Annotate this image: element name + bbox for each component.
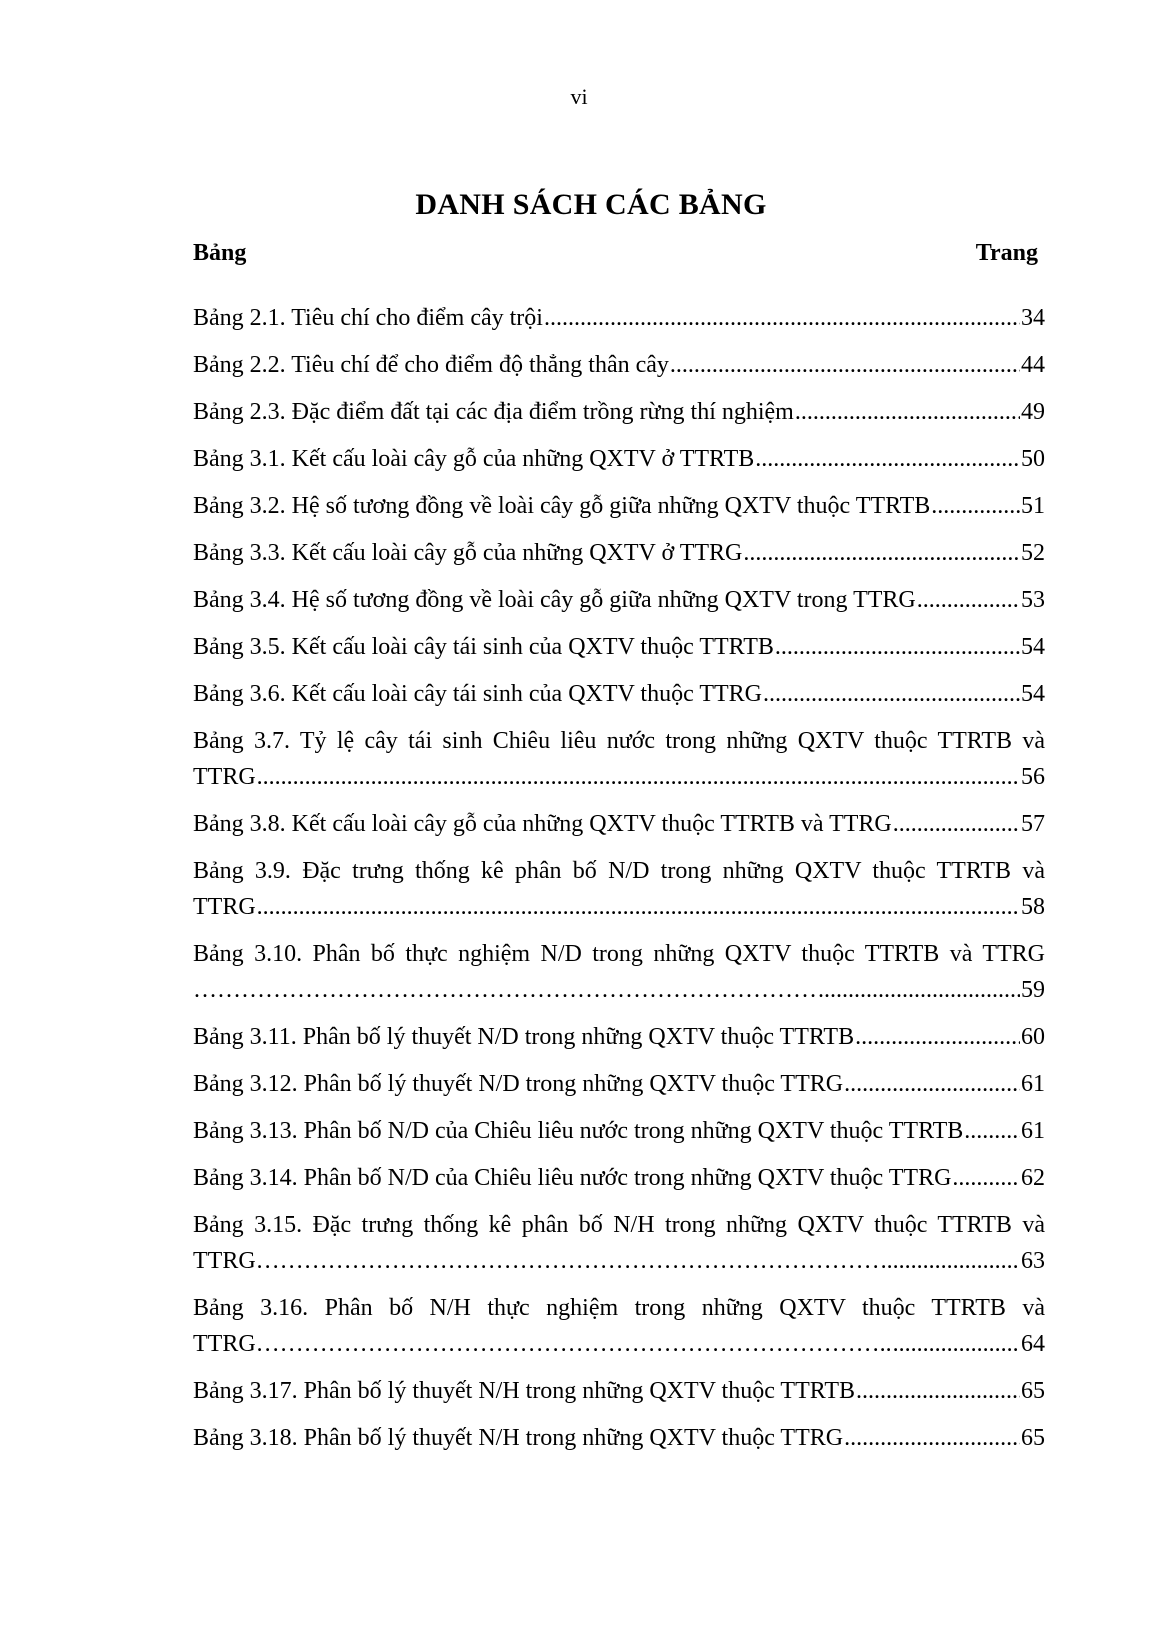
toc-entry-line [193, 1066, 1045, 1102]
toc-entry-title: Bảng 3.14. Phân bố N/D của Chiêu liêu nước trong những QXTV thuộc TTRG [193, 1165, 952, 1191]
toc-entry-title: Bảng 3.17. Phân bố lý thuyết N/H trong những QXTV thuộc TTRTB [193, 1378, 855, 1404]
dot-leader [881, 1243, 1020, 1279]
toc-entry-title-continuation: TTRG [193, 894, 256, 920]
toc-entry-line [193, 535, 1045, 571]
toc-entry[interactable] [193, 1420, 1045, 1456]
toc-entry-line [193, 629, 1045, 665]
toc-entry-line [193, 300, 1045, 336]
toc-entry[interactable] [193, 1207, 1045, 1279]
dot-leader [544, 300, 1020, 336]
dot-leader [964, 1113, 1020, 1149]
toc-entry-title: Bảng 3.6. Kết cấu loài cây tái sinh của QXTV thuộc TTRG [193, 681, 762, 707]
dot-leader [844, 1066, 1020, 1102]
dot-leader [257, 889, 1020, 925]
toc-entry-line [193, 394, 1045, 430]
dot-leader [795, 394, 1020, 430]
toc-entry-line [193, 972, 1045, 1008]
toc-entry-line [193, 488, 1045, 524]
toc-entry-title: Bảng 3.4. Hệ số tương đồng về loài cây gỗ giữa những QXTV trong TTRG [193, 587, 916, 613]
toc-entry-title: Bảng 3.12. Phân bố lý thuyết N/D trong những QXTV thuộc TTRG [193, 1071, 844, 1097]
dot-leader [844, 1420, 1020, 1456]
toc-entry-line [193, 676, 1045, 712]
toc-entry-line [193, 759, 1045, 795]
toc-entry[interactable] [193, 806, 1045, 842]
toc-entry-page: 34 [1021, 305, 1045, 331]
toc-entry-title-line: Bảng 3.10. Phân bố thực nghiệm N/D trong những QXTV thuộc TTRTB và TTRG [193, 941, 1045, 967]
toc-entry-line [193, 1160, 1045, 1196]
dot-leader [743, 535, 1020, 571]
toc-entry[interactable] [193, 300, 1045, 336]
toc-entry-page: 44 [1021, 352, 1045, 378]
toc-entry-page: 53 [1021, 587, 1045, 613]
toc-entry-page: 51 [1021, 493, 1045, 519]
toc-entry-page: 65 [1021, 1378, 1045, 1404]
column-header-table: Bảng [193, 240, 247, 266]
toc-entry-title: Bảng 3.3. Kết cấu loài cây gỗ của những QXTV ở TTRG [193, 540, 743, 566]
toc-entry-title: Bảng 3.5. Kết cấu loài cây tái sinh của QXTV thuộc TTRTB [193, 634, 774, 660]
table-of-contents [193, 300, 1045, 1467]
toc-entry-line [193, 806, 1045, 842]
toc-entry-page: 57 [1021, 811, 1045, 837]
toc-entry[interactable] [193, 347, 1045, 383]
toc-entry[interactable] [193, 1113, 1045, 1149]
toc-entry-page: 59 [1021, 977, 1045, 1003]
toc-entry-title: Bảng 3.8. Kết cấu loài cây gỗ của những QXTV thuộc TTRTB và TTRG [193, 811, 892, 837]
toc-entry-page: 65 [1021, 1425, 1045, 1451]
toc-entry[interactable] [193, 629, 1045, 665]
toc-entry-title-line: Bảng 3.7. Tỷ lệ cây tái sinh Chiêu liêu nước trong những QXTV thuộc TTRTB và [193, 728, 1045, 754]
dot-leader [856, 1373, 1020, 1409]
toc-entry[interactable] [193, 723, 1045, 795]
toc-entry-title-line: Bảng 3.9. Đặc trưng thống kê phân bố N/D trong những QXTV thuộc TTRTB và [193, 858, 1045, 884]
toc-entry-page: 63 [1021, 1248, 1045, 1274]
dot-leader [670, 347, 1020, 383]
dot-leader [775, 629, 1020, 665]
toc-entry-title: Bảng 3.11. Phân bố lý thuyết N/D trong những QXTV thuộc TTRTB [193, 1024, 855, 1050]
toc-entry-title: Bảng 2.2. Tiêu chí để cho điểm độ thẳng thân cây [193, 352, 669, 378]
toc-entry-title: Bảng 2.3. Đặc điểm đất tại các địa điểm trồng rừng thí nghiệm [193, 399, 794, 425]
toc-entry-title: Bảng 3.1. Kết cấu loài cây gỗ của những QXTV ở TTRTB [193, 446, 755, 472]
toc-entry-title: Bảng 3.13. Phân bố N/D của Chiêu liêu nước trong những QXTV thuộc TTRTB [193, 1118, 964, 1144]
dot-leader [893, 1326, 1020, 1362]
toc-entry-title-line: Bảng 3.16. Phân bố N/H thực nghiệm trong những QXTV thuộc TTRTB và [193, 1295, 1045, 1321]
toc-entry-page: 54 [1021, 634, 1045, 660]
toc-entry-line [193, 1373, 1045, 1409]
toc-entry-title-continuation: …………………………………………………………………… [193, 977, 817, 1003]
page-number: vi [570, 84, 588, 109]
toc-entry-title-continuation: TTRG…………………………………………………………………… [193, 1248, 880, 1274]
dot-leader [931, 488, 1020, 524]
toc-entry[interactable] [193, 441, 1045, 477]
toc-entry-title: Bảng 2.1. Tiêu chí cho điểm cây trội [193, 305, 543, 331]
toc-entry-line [193, 1113, 1045, 1149]
toc-entry[interactable] [193, 582, 1045, 618]
toc-entry-page: 64 [1021, 1331, 1045, 1357]
toc-entry-title-continuation: TTRG…………………………………………………………………….. [193, 1331, 892, 1357]
toc-entry-page: 56 [1021, 764, 1045, 790]
page-title: DANH SÁCH CÁC BẢNG [415, 188, 767, 221]
toc-entry[interactable] [193, 535, 1045, 571]
toc-entry[interactable] [193, 1019, 1045, 1055]
toc-entry[interactable] [193, 394, 1045, 430]
toc-entry-page: 50 [1021, 446, 1045, 472]
toc-entry-line [193, 441, 1045, 477]
toc-entry-title-line: Bảng 3.15. Đặc trưng thống kê phân bố N/H trong những QXTV thuộc TTRTB và [193, 1212, 1045, 1238]
dot-leader [952, 1160, 1020, 1196]
toc-entry-line [193, 1019, 1045, 1055]
toc-entry-line [193, 889, 1045, 925]
toc-entry[interactable] [193, 853, 1045, 925]
toc-entry-page: 61 [1021, 1118, 1045, 1144]
toc-entry[interactable] [193, 1066, 1045, 1102]
toc-entry-page: 54 [1021, 681, 1045, 707]
dot-leader [755, 441, 1020, 477]
toc-entry-line [193, 1420, 1045, 1456]
dot-leader [855, 1019, 1020, 1055]
toc-entry-page: 62 [1021, 1165, 1045, 1191]
toc-entry-line [193, 347, 1045, 383]
toc-entry-page: 60 [1021, 1024, 1045, 1050]
toc-entry[interactable] [193, 488, 1045, 524]
toc-entry-page: 52 [1021, 540, 1045, 566]
dot-leader [763, 676, 1020, 712]
dot-leader [818, 972, 1020, 1008]
toc-entry-line [193, 582, 1045, 618]
toc-entry-title: Bảng 3.2. Hệ số tương đồng về loài cây gỗ giữa những QXTV thuộc TTRTB [193, 493, 931, 519]
toc-entry-line [193, 1243, 1045, 1279]
dot-leader [893, 806, 1020, 842]
toc-entry-page: 61 [1021, 1071, 1045, 1097]
toc-entry[interactable] [193, 1290, 1045, 1362]
toc-entry[interactable] [193, 1160, 1045, 1196]
column-header-page: Trang [975, 240, 1038, 266]
toc-entry-page: 49 [1021, 399, 1045, 425]
toc-entry[interactable] [193, 1373, 1045, 1409]
toc-entry-title: Bảng 3.18. Phân bố lý thuyết N/H trong những QXTV thuộc TTRG [193, 1425, 844, 1451]
dot-leader [917, 582, 1020, 618]
toc-entry-line [193, 1326, 1045, 1362]
toc-entry-title-continuation: TTRG [193, 764, 256, 790]
toc-entry[interactable] [193, 676, 1045, 712]
toc-entry[interactable] [193, 936, 1045, 1008]
toc-entry-page: 58 [1021, 894, 1045, 920]
dot-leader [257, 759, 1020, 795]
